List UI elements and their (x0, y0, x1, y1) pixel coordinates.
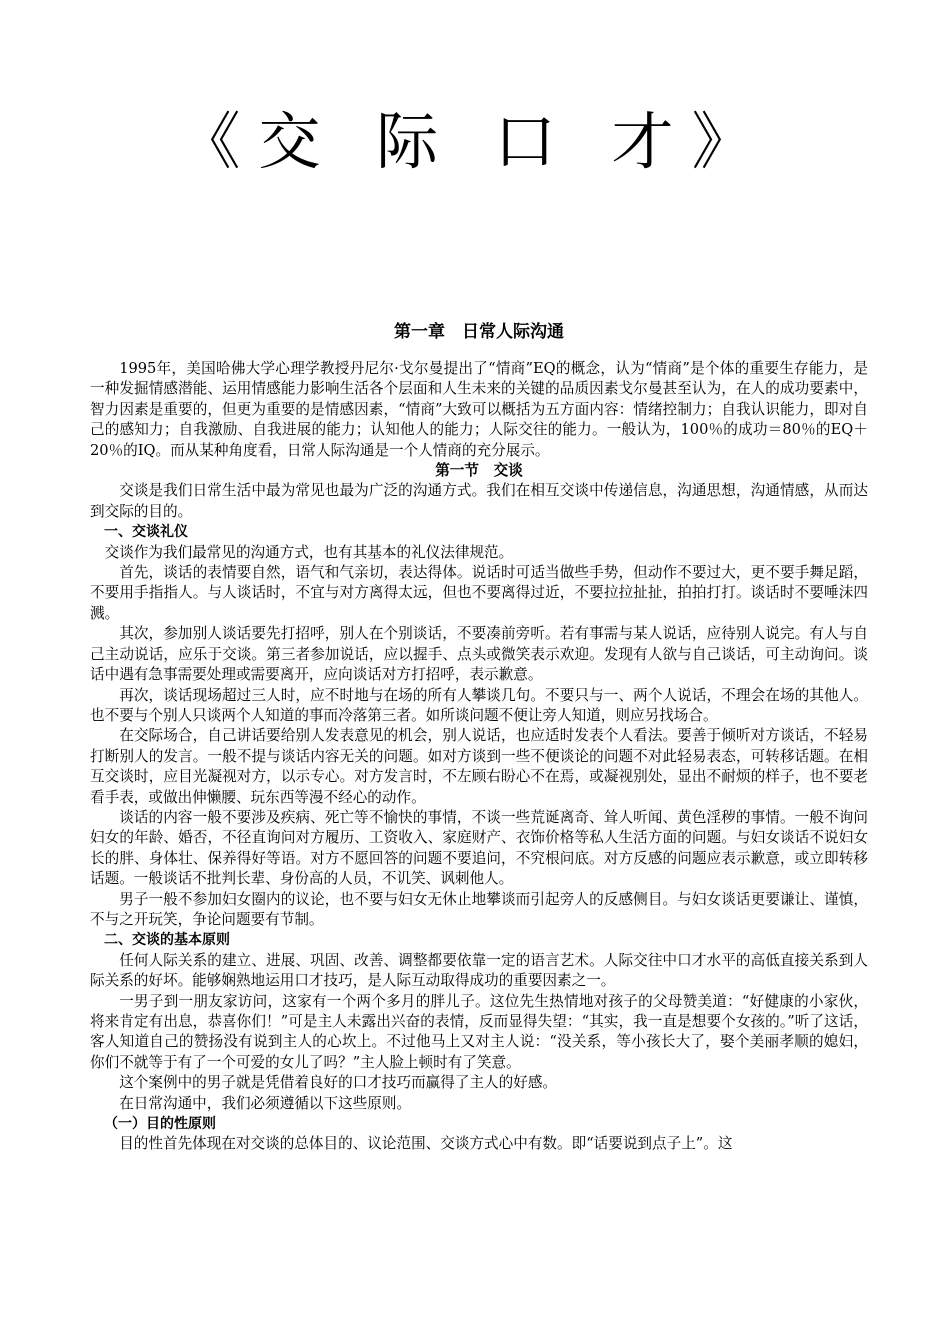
body-paragraph: 其次，参加别人谈话要先打招呼，别人在个别谈话，不要凑前旁听。若有事需与某人说话，应待别人说完。有人与自己主动说话，应乐于交谈。第三者参加说话，应以握手、点头或微笑表示欢迎。发现有人欲与自己谈话，可主动询问。谈话中遇有急事需要处理或需要离开，应向谈话对方打招呼，表示歉意。 (90, 625, 868, 684)
part1-heading: 一、交谈礼仪 (104, 524, 188, 541)
part1-lead-paragraph: 交谈作为我们最常见的沟通方式，也有其基本的礼仪法律规范。 (104, 543, 514, 561)
body-paragraph: 目的性首先体现在对交谈的总体目的、议论范围、交谈方式心中有数。即“话要说到点子上”。这 (119, 1135, 733, 1153)
section-intro-paragraph: 交谈是我们日常生活中最为常见也最为广泛的沟通方式。我们在相互交谈中传递信息，沟通思想，沟通情感，从而达到交际的目的。 (90, 482, 868, 520)
body-paragraph: 任何人际关系的建立、进展、巩固、改善、调整都要依靠一定的语言艺术。人际交往中口才水平的高低直接关系到人际关系的好坏。能够娴熟地运用口才技巧，是人际互动取得成功的重要因素之一。 (90, 951, 868, 990)
section-heading: 第一节 交谈 (435, 462, 523, 480)
body-paragraph: 再次，谈话现场超过三人时，应不时地与在场的所有人攀谈几句。不要只与一、两个人说话，不理会在场的其他人。也不要与个别人只谈两个人知道的事而冷落第三者。如所谈问题不便让旁人知道，则应另找场合。 (90, 686, 868, 724)
body-paragraph: 在日常沟通中，我们必须遵循以下这些原则。 (119, 1094, 412, 1112)
intro-paragraph: 1995年，美国哈佛大学心理学教授丹尼尔·戈尔曼提出了“情商”EQ的概念，认为“情商”是个体的重要生存能力，是一种发掘情感潜能、运用情感能力影响生活各个层面和人生未来的关键的品质因素戈尔曼甚至认为，在人的成功要素中，智力因素是重要的，但更为重要的是情感因素，“情商”大致可以概括为五方面内容：情绪控制力；自我认识能力，即对自己的感知力；自我激励、自我进展的能力；认知他人的能力；人际交往的能力。一般认为，100％的成功＝80％的EQ＋20％的IQ。而从某种角度看，日常人际沟通是一个人情商的充分展示。 (90, 360, 868, 459)
subpart-heading: （一）目的性原则 (104, 1116, 216, 1133)
document-title: 《交 际 口 才》 (178, 105, 772, 178)
document-body (90, 317, 868, 1155)
body-paragraph: 男子一般不参加妇女圈内的议论，也不要与妇女无休止地攀谈而引起旁人的反感侧目。与妇女谈话更要谦让、谨慎，不与之开玩笑，争论问题要有节制。 (90, 890, 868, 928)
body-paragraph: 首先，谈话的表情要自然，语气和气亲切，表达得体。说话时可适当做些手势，但动作不要过大，更不要手舞足蹈，不要用手指指人。与人谈话时，不宜与对方离得太远，但也不要离得过近，不要拉拉扯扯，拍拍打打。谈话时不要唾沫四溅。 (90, 564, 868, 622)
body-paragraph: 这个案例中的男子就是凭借着良好的口才技巧而赢得了主人的好感。 (119, 1074, 558, 1092)
part2-heading: 二、交谈的基本原则 (104, 932, 230, 949)
chapter-heading: 第一章 日常人际沟通 (394, 322, 564, 342)
body-paragraph: 在交际场合，自己讲话要给别人发表意见的机会，别人说话，也应适时发表个人看法。要善于倾听对方谈话，不轻易打断别人的发言。一般不提与谈话内容无关的问题。如对方谈到一些不便谈论的问题不对此轻易表态，可转移话题。在相互交谈时，应目光凝视对方，以示专心。对方发言时，不左顾右盼心不在焉，或凝视别处，显出不耐烦的样子，也不要老看手表，或做出伸懒腰、玩东西等漫不经心的动作。 (90, 727, 868, 806)
body-paragraph: 一男子到一朋友家访问，这家有一个两个多月的胖儿子。这位先生热情地对孩子的父母赞美道：“好健康的小家伙，将来肯定有出息，恭喜你们！”可是主人未露出兴奋的表情，反而显得失望：“其实，我一直是想要个女孩的。”听了这话，客人知道自己的赞扬没有说到主人的心坎上。不过他马上又对主人说：“没关系，等小孩长大了，娶个美丽孝顺的媳妇，你们不就等于有了一个可爱的女儿了吗？”主人脸上顿时有了笑意。 (90, 992, 868, 1071)
body-paragraph: 谈话的内容一般不要涉及疾病、死亡等不愉快的事情，不谈一些荒诞离奇、耸人听闻、黄色淫秽的事情。一般不询问妇女的年龄、婚否，不径直询问对方履历、工资收入、家庭财产、衣饰价格等私人生活方面的问题。与妇女谈话不说妇女长的胖、身体壮、保养得好等语。对方不愿回答的问题不要追问，不究根问底。对方反感的问题应表示歉意，或立即转移话题。一般谈话不批判长辈、身份高的人员，不讥笑、讽刺他人。 (90, 808, 868, 888)
